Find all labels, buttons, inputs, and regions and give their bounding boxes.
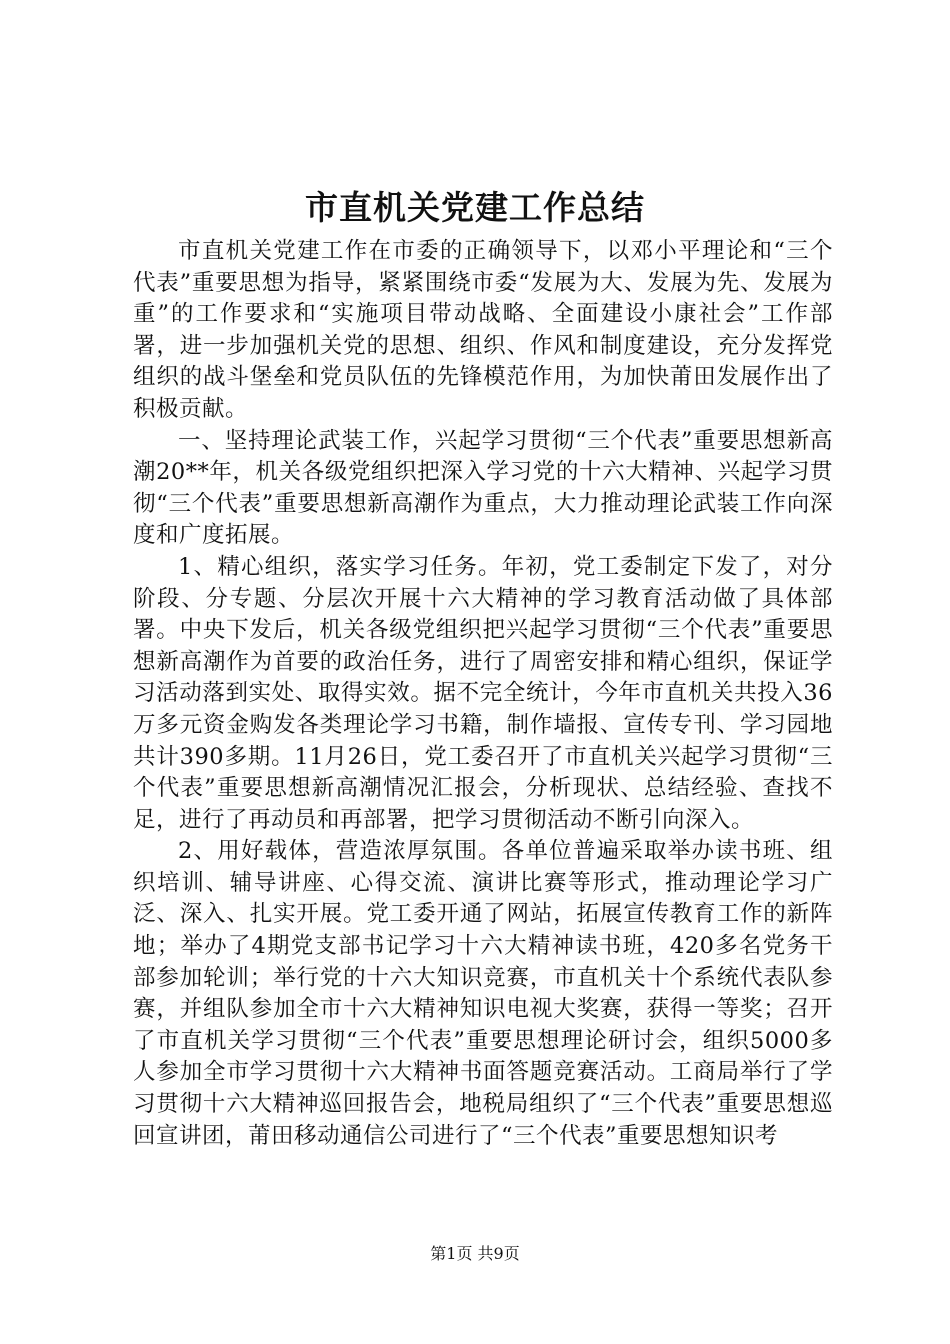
paragraph-intro: 市直机关党建工作在市委的正确领导下，以邓小平理论和“三个代表”重要思想为指导，紧紧围绕市委“发展为大、发展为先、发展为重”的工作要求和“实施项目带动战略、全面建设小康社会”工作部署，进一步加强机关党的思想、组织、作风和制度建设，充分发挥党组织的战斗堡垒和党员队伍的先锋模范作用，为加快莆田发展作出了积极贡献。: [133, 238, 833, 422]
paragraph-item-2: 2、用好载体，营造浓厚氛围。各单位普遍采取举办读书班、组织培训、辅导讲座、心得交流、演讲比赛等形式，推动理论学习广泛、深入、扎实开展。党工委开通了网站，拓展宣传教育工作的新阵地；举办了4期党支部书记学习十六大精神读书班，420多名党务干部参加轮训；举行党的十六大知识竞赛，市直机关十个系统代表队参赛，并组队参加全市十六大精神知识电视大奖赛，获得一等奖；召开了市直机关学习贯彻“三个代表”重要思想理论研讨会，组织5000多人参加全市学习贯彻十六大精神书面答题竞赛活动。工商局举行了学习贯彻十六大精神巡回报告会，地税局组织了“三个代表”重要思想巡回宣讲团，莆田移动通信公司进行了“三个代表”重要思想知识考: [133, 838, 833, 1149]
paragraph-item-1: 1、精心组织，落实学习任务。年初，党工委制定下发了，对分阶段、分专题、分层次开展十六大精神的学习教育活动做了具体部署。中央下发后，机关各级党组织把兴起学习贯彻“三个代表”重要思想新高潮作为首要的政治任务，进行了周密安排和精心组织，保证学习活动落到实处、取得实效。据不完全统计，今年市直机关共投入36万多元资金购发各类理论学习书籍，制作墙报、宣传专刊、学习园地共计390多期。11月26日，党工委召开了市直机关兴起学习贯彻“三个代表”重要思想新高潮情况汇报会，分析现状、总结经验、查找不足，进行了再动员和再部署，把学习贯彻活动不断引向深入。: [133, 553, 833, 833]
paragraph-section-1: 一、坚持理论武装工作，兴起学习贯彻“三个代表”重要思想新高潮20**年，机关各级党组织把深入学习党的十六大精神、兴起学习贯彻“三个代表”重要思想新高潮作为重点，大力推动理论武装工作向深度和广度拓展。: [133, 427, 833, 549]
page-footer: 第1页 共9页: [430, 1244, 520, 1263]
document-body: [133, 236, 833, 1152]
document-title: 市直机关党建工作总结: [305, 188, 645, 227]
